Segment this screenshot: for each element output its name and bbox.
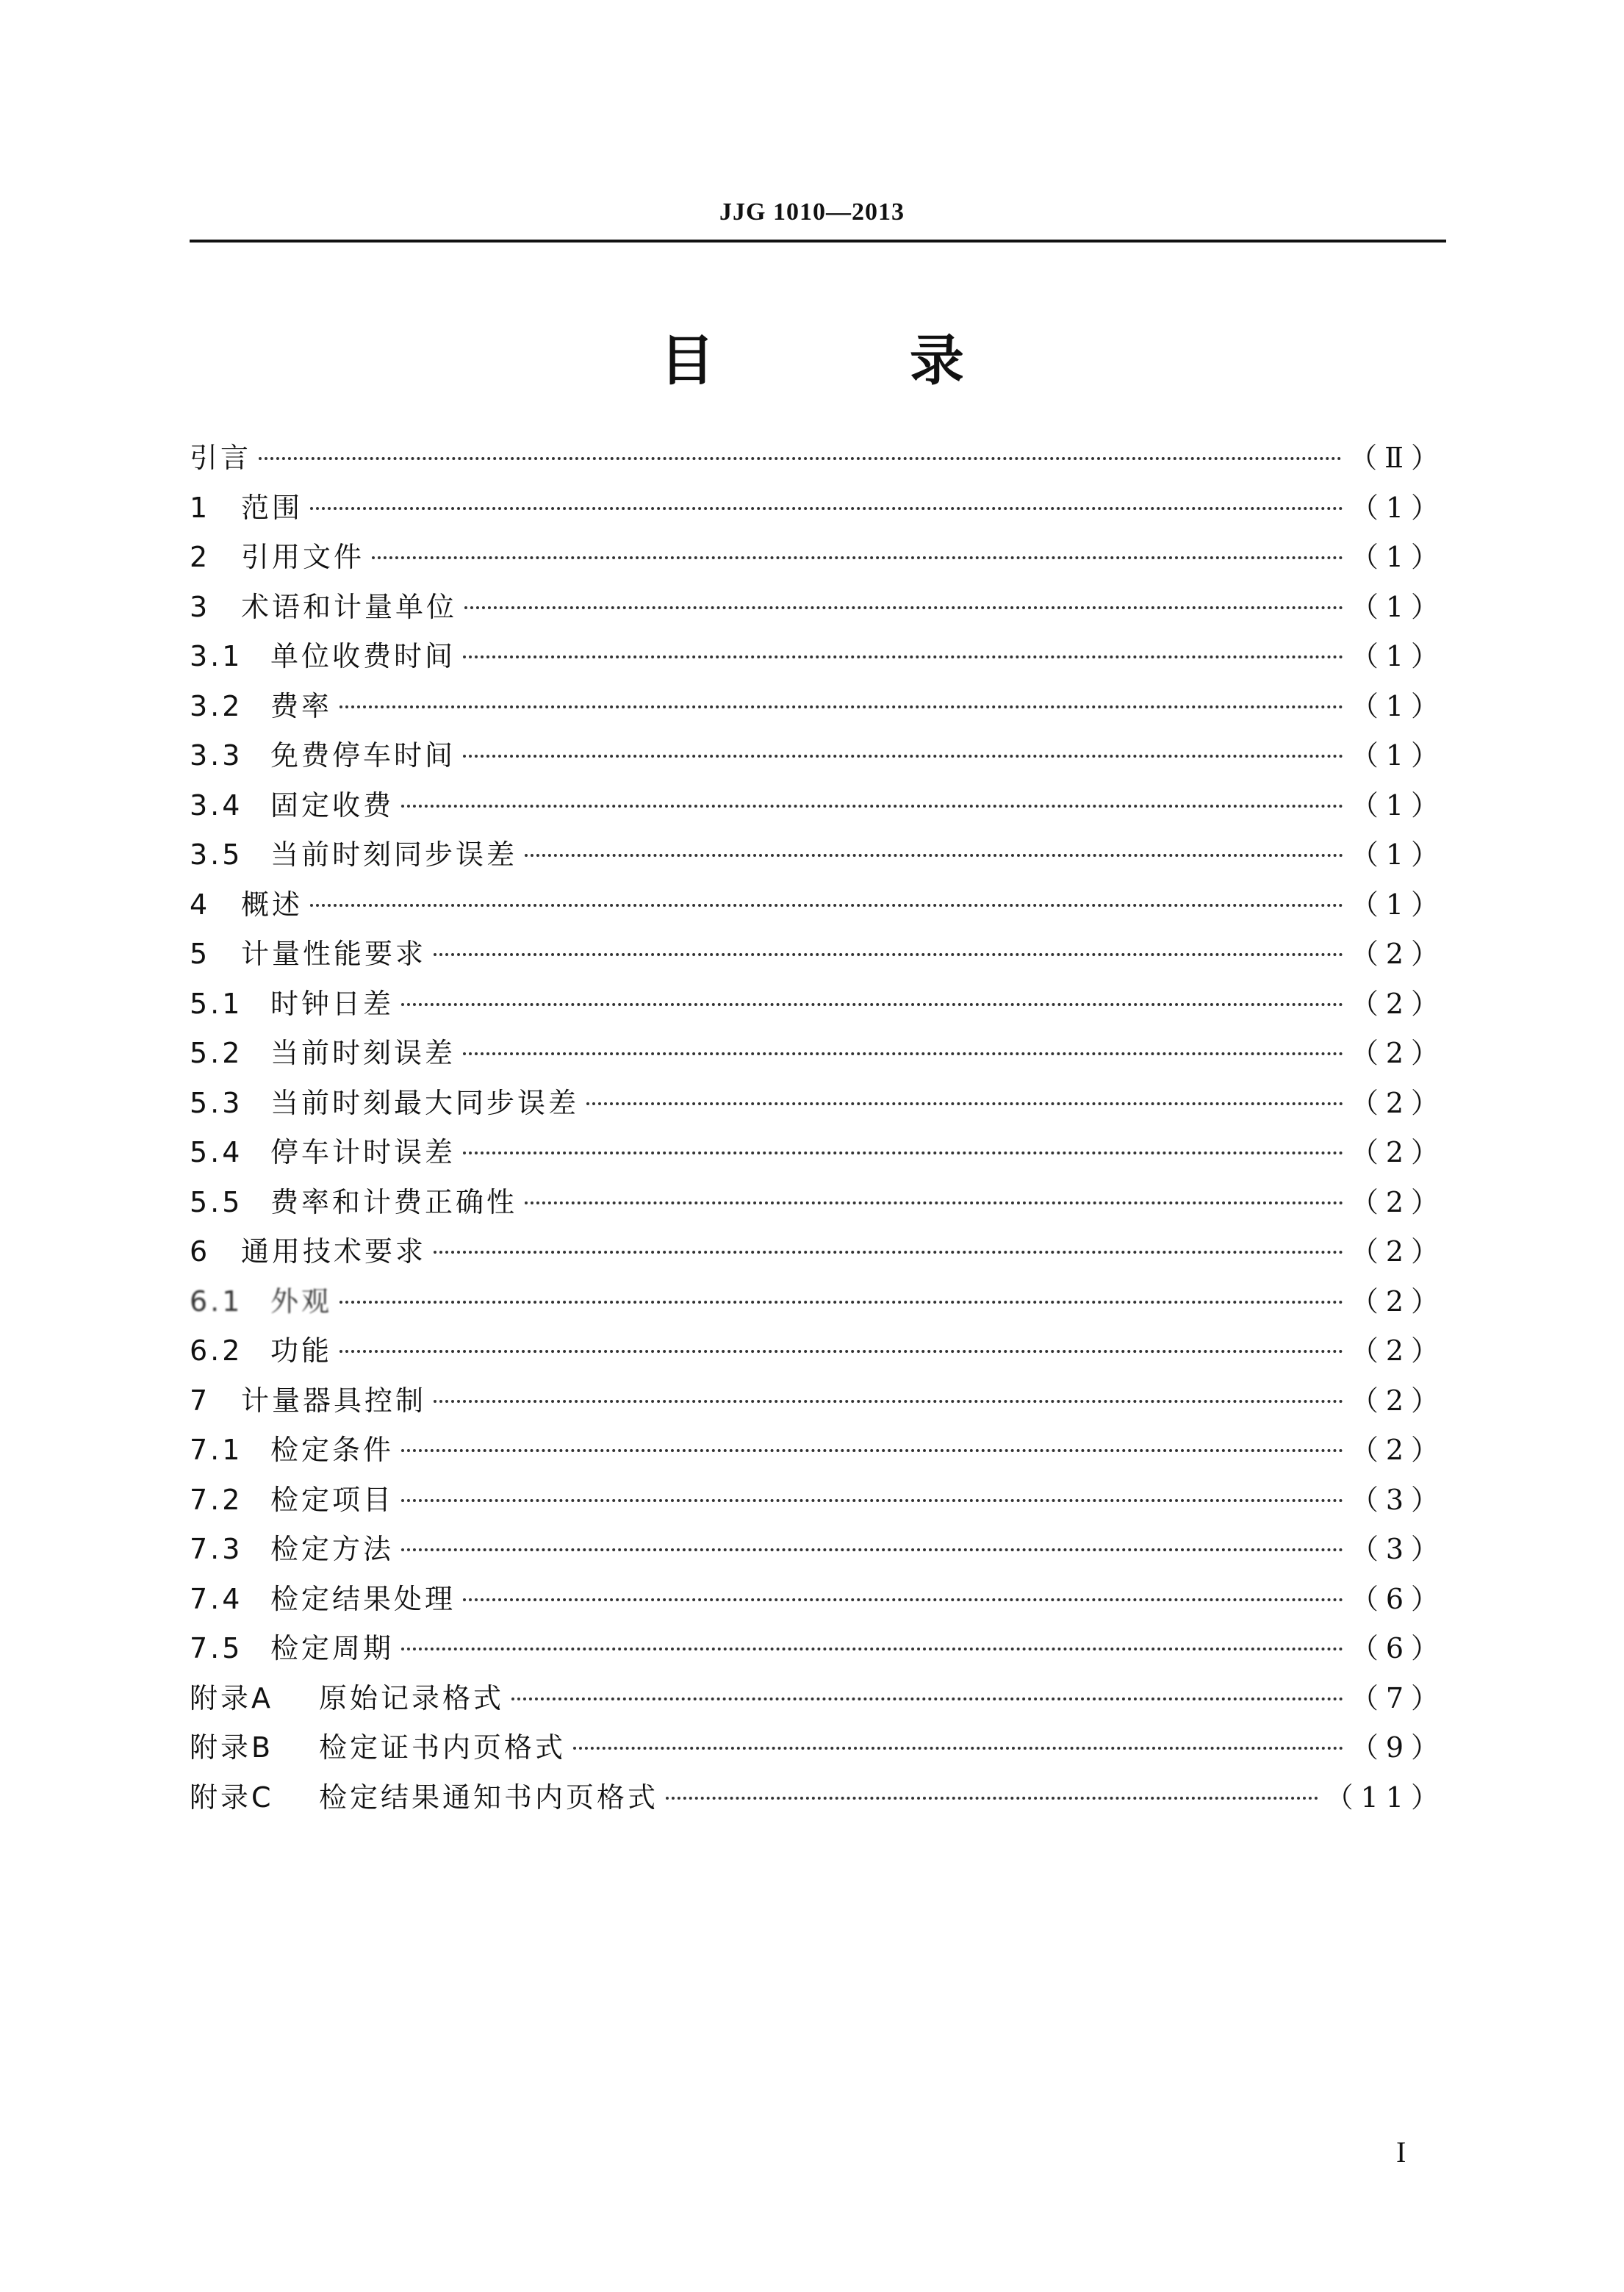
toc-dot-leader: [525, 1201, 1343, 1204]
toc-entry-2[interactable]: [190, 534, 1446, 584]
toc-dot-leader: [401, 1449, 1343, 1452]
toc-entry-5-5[interactable]: [190, 1179, 1446, 1229]
toc-entry-label: 检定项目: [270, 1483, 395, 1516]
toc-entry-7[interactable]: [190, 1378, 1446, 1428]
toc-dot-leader: [310, 904, 1343, 907]
toc-entry-page: （2）: [1350, 1434, 1446, 1466]
toc-dot-leader: [463, 1598, 1343, 1601]
toc-entry-label: 检定证书内页格式: [319, 1731, 567, 1764]
toc-dot-leader: [463, 1052, 1343, 1055]
toc-entry-label: 检定条件: [270, 1434, 395, 1466]
toc-entry-3[interactable]: [190, 584, 1446, 634]
toc-dot-leader: [573, 1747, 1343, 1750]
toc-entry-number: 6: [190, 1235, 211, 1268]
toc-dot-leader: [339, 1350, 1343, 1353]
toc-entry-number: 3.3: [190, 739, 243, 772]
toc-entry-number: 7.5: [190, 1632, 243, 1664]
toc-entry-3-1[interactable]: [190, 633, 1446, 683]
toc-dot-leader: [401, 1003, 1343, 1006]
toc-dot-leader: [401, 1648, 1343, 1650]
header-rule: [190, 240, 1446, 243]
toc-entry-page: （2）: [1350, 1086, 1446, 1119]
toc-entry-label: 当前时刻同步误差: [270, 838, 518, 871]
toc-entry-page: （2）: [1350, 987, 1446, 1020]
toc-dot-leader: [401, 805, 1343, 808]
toc-entry-page: （1）: [1350, 888, 1446, 921]
toc-entry-page: （3）: [1350, 1483, 1446, 1516]
toc-dot-leader: [339, 1301, 1343, 1304]
toc-entry-label: 原始记录格式: [319, 1681, 505, 1714]
toc-dot-leader: [339, 705, 1343, 708]
toc-entry-number: 7.4: [190, 1582, 243, 1615]
toc-entry-5[interactable]: [190, 931, 1446, 981]
toc-entry-number: 附录C: [190, 1781, 274, 1814]
toc-dot-leader: [586, 1102, 1343, 1105]
toc-entry-appendix-c[interactable]: [190, 1775, 1446, 1825]
toc-entry-6-2[interactable]: [190, 1328, 1446, 1378]
toc-entry-number: 6.2: [190, 1334, 243, 1367]
toc-entry-number: 3.4: [190, 788, 243, 822]
toc-dot-leader: [463, 655, 1343, 658]
toc-entry-page: （Ⅱ）: [1349, 442, 1446, 474]
toc-dot-leader: [259, 457, 1342, 460]
toc-entry-label: 功能: [270, 1334, 333, 1367]
toc-dot-leader: [511, 1698, 1343, 1700]
toc-entry-label: 计量器具控制: [241, 1384, 427, 1417]
toc-entry-label: 检定方法: [270, 1533, 395, 1565]
toc-entry-page: （2）: [1350, 1384, 1446, 1417]
toc-entry-page: （2）: [1350, 1285, 1446, 1318]
toc-entry-number: 5.4: [190, 1136, 243, 1168]
document-code: JJG 1010—2013: [719, 198, 905, 226]
toc-entry-number: 1: [190, 491, 211, 524]
toc-dot-leader: [401, 1499, 1343, 1502]
toc-entry-6[interactable]: [190, 1229, 1446, 1279]
page-title: 目 录: [660, 329, 1052, 392]
toc-entry-page: （1）: [1350, 838, 1446, 871]
toc-entry-page: （1）: [1350, 640, 1446, 672]
toc-entry-number: 2: [190, 541, 211, 573]
toc-entry-page: （1）: [1350, 541, 1446, 573]
toc-entry-page: （2）: [1350, 1136, 1446, 1168]
toc-entry-number: 3.2: [190, 689, 243, 722]
toc-entry-label: 时钟日差: [270, 987, 395, 1020]
toc-entry-number: 5.2: [190, 1037, 243, 1069]
toc-entry-page: （7）: [1350, 1681, 1446, 1714]
toc-dot-leader: [525, 854, 1343, 857]
toc-entry-label: 免费停车时间: [270, 739, 456, 772]
toc-dot-leader: [434, 953, 1343, 956]
toc-dot-leader: [463, 1152, 1343, 1154]
toc-entry-number: 附录A: [190, 1681, 273, 1714]
toc-dot-leader: [372, 556, 1343, 559]
toc-entry-number: 5.1: [190, 987, 243, 1020]
toc-entry-label: 检定结果通知书内页格式: [319, 1781, 659, 1814]
toc-entry-label: 引用文件: [241, 541, 365, 573]
toc-entry-6-1[interactable]: [190, 1279, 1446, 1329]
toc-entry-7-2[interactable]: [190, 1477, 1446, 1527]
toc-entry-number: 7: [190, 1384, 211, 1417]
toc-dot-leader: [464, 606, 1343, 609]
toc-entry-number: 3.1: [190, 640, 243, 672]
toc-entry-label: 范围: [241, 491, 303, 524]
table-of-contents: [190, 435, 1446, 1824]
toc-entry-number: 7.1: [190, 1434, 243, 1466]
toc-entry-page: （1）: [1350, 590, 1446, 623]
toc-entry-number: 5: [190, 938, 211, 970]
toc-entry-label: 通用技术要求: [241, 1235, 427, 1268]
toc-entry-label: 固定收费: [270, 788, 395, 822]
toc-entry-number: 6.1: [190, 1285, 243, 1318]
toc-entry-number: 5.5: [190, 1185, 243, 1218]
toc-dot-leader: [434, 1251, 1343, 1254]
toc-entry-number: 3.5: [190, 838, 243, 871]
toc-entry-number: 3: [190, 590, 211, 623]
toc-entry-label: 当前时刻最大同步误差: [270, 1086, 580, 1119]
toc-entry-number: 7.2: [190, 1483, 243, 1516]
toc-entry-page: （2）: [1350, 1185, 1446, 1218]
toc-entry-3-5[interactable]: [190, 832, 1446, 882]
toc-dot-leader: [310, 507, 1343, 510]
toc-entry-7-5[interactable]: [190, 1625, 1446, 1675]
toc-entry-page: （11）: [1325, 1781, 1446, 1814]
toc-entry-label: 费率和计费正确性: [270, 1185, 518, 1218]
toc-dot-leader: [434, 1400, 1343, 1403]
toc-entry-7-4[interactable]: [190, 1576, 1446, 1626]
toc-entry-7-3[interactable]: [190, 1526, 1446, 1576]
toc-dot-leader: [401, 1548, 1343, 1551]
toc-entry-number: 附录B: [190, 1731, 274, 1764]
toc-entry-page: （1）: [1350, 739, 1446, 772]
toc-entry-page: （3）: [1350, 1533, 1446, 1565]
toc-entry-page: （1）: [1350, 491, 1446, 524]
toc-entry-label: 计量性能要求: [241, 938, 427, 970]
toc-entry-label: 单位收费时间: [270, 640, 456, 672]
toc-entry-label: 检定周期: [270, 1632, 395, 1664]
toc-entry-5-4[interactable]: [190, 1129, 1446, 1179]
page-number: I: [1396, 2135, 1406, 2169]
toc-dot-leader: [463, 755, 1343, 758]
toc-entry-label: 停车计时误差: [270, 1136, 456, 1168]
toc-entry-3-3[interactable]: [190, 733, 1446, 783]
toc-entry-5-1[interactable]: [190, 981, 1446, 1031]
toc-entry-label: 当前时刻误差: [270, 1037, 456, 1069]
toc-entry-label: 检定结果处理: [270, 1582, 456, 1615]
toc-entry-label: 引言: [190, 442, 252, 474]
toc-entry-7-1[interactable]: [190, 1427, 1446, 1477]
toc-entry-5-2[interactable]: [190, 1030, 1446, 1080]
toc-entry-3-4[interactable]: [190, 783, 1446, 833]
toc-entry-number: 5.3: [190, 1086, 243, 1119]
toc-entry-number: 7.3: [190, 1533, 243, 1565]
toc-entry-appendix-b[interactable]: [190, 1725, 1446, 1775]
toc-entry-number: 4: [190, 888, 211, 921]
toc-entry-4[interactable]: [190, 882, 1446, 932]
toc-entry-page: （2）: [1350, 1037, 1446, 1069]
toc-entry-intro[interactable]: [190, 435, 1446, 485]
toc-entry-page: （6）: [1350, 1632, 1446, 1664]
toc-entry-5-3[interactable]: [190, 1080, 1446, 1130]
toc-entry-page: （2）: [1350, 1235, 1446, 1268]
toc-entry-page: （2）: [1350, 1334, 1446, 1367]
toc-entry-page: （6）: [1350, 1582, 1446, 1615]
toc-entry-label: 费率: [270, 689, 333, 722]
toc-entry-page: （9）: [1350, 1731, 1446, 1764]
toc-entry-page: （2）: [1350, 938, 1446, 970]
toc-dot-leader: [666, 1797, 1318, 1800]
toc-entry-1[interactable]: [190, 485, 1446, 535]
toc-entry-label: 术语和计量单位: [241, 590, 458, 623]
toc-entry-label: 概述: [241, 888, 303, 921]
toc-entry-page: （1）: [1350, 689, 1446, 722]
toc-entry-3-2[interactable]: [190, 683, 1446, 733]
toc-entry-page: （1）: [1350, 788, 1446, 822]
toc-entry-label: 外观: [270, 1285, 333, 1318]
toc-entry-appendix-a[interactable]: [190, 1675, 1446, 1725]
